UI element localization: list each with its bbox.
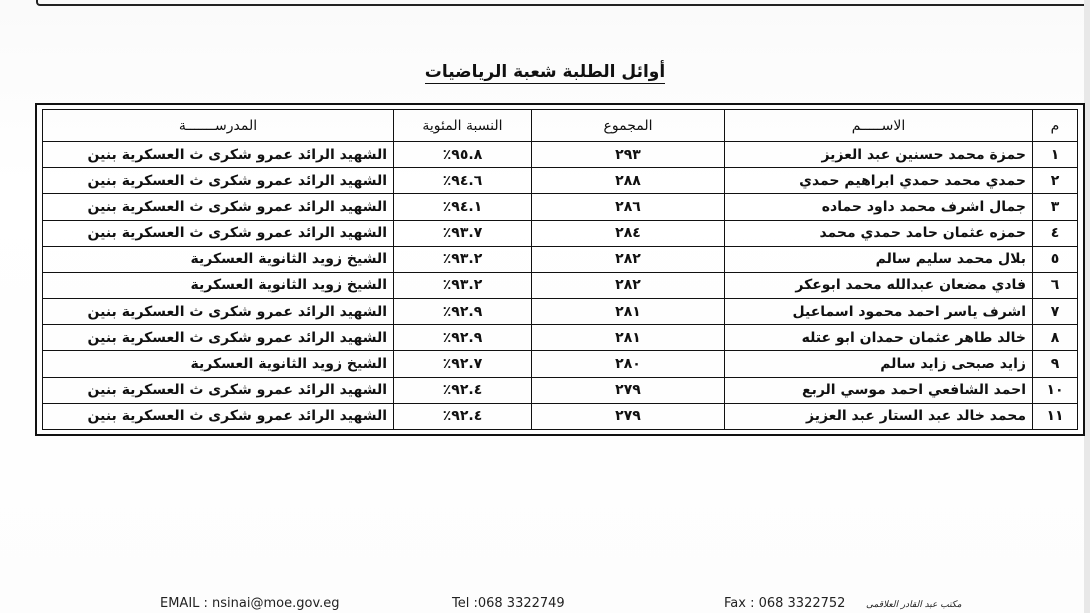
table-row	[43, 168, 1078, 194]
cell-name: حمزه عثمان حامد حمدي محمد	[725, 220, 1033, 246]
cell-school: الشهيد الرائد عمرو شكرى ث العسكرية بنين	[43, 377, 394, 403]
header-name: الاســـــم	[725, 110, 1033, 142]
cell-num: ٥	[1033, 246, 1078, 272]
cell-total: ٢٨٤	[532, 220, 725, 246]
cell-num: ٢	[1033, 168, 1078, 194]
cell-name: خالد طاهر عثمان حمدان ابو عتله	[725, 325, 1033, 351]
cell-percent: ٩٢.٩٪	[394, 325, 532, 351]
table-row	[43, 142, 1078, 168]
cell-total: ٢٨٠	[532, 351, 725, 377]
cell-percent: ٩٢.٤٪	[394, 403, 532, 429]
footer	[0, 596, 1090, 616]
results-table	[42, 109, 1078, 430]
cell-total: ٢٧٩	[532, 403, 725, 429]
cell-percent: ٩٥.٨٪	[394, 142, 532, 168]
cell-school: الشهيد الرائد عمرو شكرى ث العسكرية بنين	[43, 325, 394, 351]
footer-email: EMAIL : nsinai@moe.gov.eg	[160, 596, 340, 611]
cell-name: بلال محمد سليم سالم	[725, 246, 1033, 272]
table-row	[43, 325, 1078, 351]
cell-name: محمد خالد عبد الستار عبد العزيز	[725, 403, 1033, 429]
header-total: المجموع	[532, 110, 725, 142]
cell-name: حمدي محمد حمدي ابراهيم حمدي	[725, 168, 1033, 194]
cell-percent: ٩٣.٧٪	[394, 220, 532, 246]
footer-tel: Tel :068 3322749	[452, 596, 565, 611]
cell-school: الشهيد الرائد عمرو شكرى ث العسكرية بنين	[43, 194, 394, 220]
cell-name: فادي مضعان عبدالله محمد ابوعكر	[725, 272, 1033, 298]
cell-total: ٢٨٨	[532, 168, 725, 194]
cell-school: الشهيد الرائد عمرو شكرى ث العسكرية بنين	[43, 403, 394, 429]
table-row	[43, 220, 1078, 246]
cell-total: ٢٧٩	[532, 377, 725, 403]
cell-percent: ٩٣.٢٪	[394, 246, 532, 272]
page-title	[0, 62, 1090, 82]
table-body	[43, 142, 1078, 430]
cell-school: الشيخ زويد الثانوية العسكرية	[43, 272, 394, 298]
cell-name: زايد صبحى زايد سالم	[725, 351, 1033, 377]
cell-percent: ٩٢.٧٪	[394, 351, 532, 377]
cell-school: الشهيد الرائد عمرو شكرى ث العسكرية بنين	[43, 299, 394, 325]
cell-school: الشيخ زويد الثانوية العسكرية	[43, 351, 394, 377]
cell-num: ٧	[1033, 299, 1078, 325]
top-border-frame	[36, 0, 1090, 6]
cell-num: ٣	[1033, 194, 1078, 220]
footer-fax: Fax : 068 3322752	[724, 596, 846, 611]
cell-school: الشهيد الرائد عمرو شكرى ث العسكرية بنين	[43, 142, 394, 168]
cell-num: ٩	[1033, 351, 1078, 377]
cell-total: ٢٨١	[532, 299, 725, 325]
cell-num: ٨	[1033, 325, 1078, 351]
cell-percent: ٩٣.٢٪	[394, 272, 532, 298]
cell-num: ١٠	[1033, 377, 1078, 403]
cell-name: جمال اشرف محمد داود حماده	[725, 194, 1033, 220]
cell-num: ٦	[1033, 272, 1078, 298]
cell-percent: ٩٤.٦٪	[394, 168, 532, 194]
table-row	[43, 403, 1078, 429]
cell-num: ١١	[1033, 403, 1078, 429]
cell-percent: ٩٤.١٪	[394, 194, 532, 220]
page-title-text: أوائل الطلبة شعبة الرياضيات	[424, 62, 666, 82]
cell-percent: ٩٢.٩٪	[394, 299, 532, 325]
results-table-frame	[35, 103, 1085, 436]
table-row	[43, 377, 1078, 403]
cell-name: احمد الشافعي احمد موسي الربع	[725, 377, 1033, 403]
footer-office: مكتب عبد القادر العلاقمى	[866, 600, 962, 610]
cell-school: الشهيد الرائد عمرو شكرى ث العسكرية بنين	[43, 220, 394, 246]
table-row	[43, 194, 1078, 220]
cell-total: ٢٨٦	[532, 194, 725, 220]
cell-total: ٢٨١	[532, 325, 725, 351]
cell-num: ٤	[1033, 220, 1078, 246]
header-school: المدرســـــــة	[43, 110, 394, 142]
cell-school: الشهيد الرائد عمرو شكرى ث العسكرية بنين	[43, 168, 394, 194]
header-num: م	[1033, 110, 1078, 142]
header-percent: النسبة المئوية	[394, 110, 532, 142]
table-header-row	[43, 110, 1078, 142]
cell-percent: ٩٢.٤٪	[394, 377, 532, 403]
cell-total: ٢٩٣	[532, 142, 725, 168]
cell-num: ١	[1033, 142, 1078, 168]
table-row	[43, 246, 1078, 272]
cell-total: ٢٨٢	[532, 246, 725, 272]
cell-name: حمزة محمد حسنين عبد العزيز	[725, 142, 1033, 168]
cell-school: الشيخ زويد الثانوية العسكرية	[43, 246, 394, 272]
cell-total: ٢٨٢	[532, 272, 725, 298]
table-row	[43, 351, 1078, 377]
table-row	[43, 299, 1078, 325]
table-row	[43, 272, 1078, 298]
cell-name: اشرف ياسر احمد محمود اسماعيل	[725, 299, 1033, 325]
